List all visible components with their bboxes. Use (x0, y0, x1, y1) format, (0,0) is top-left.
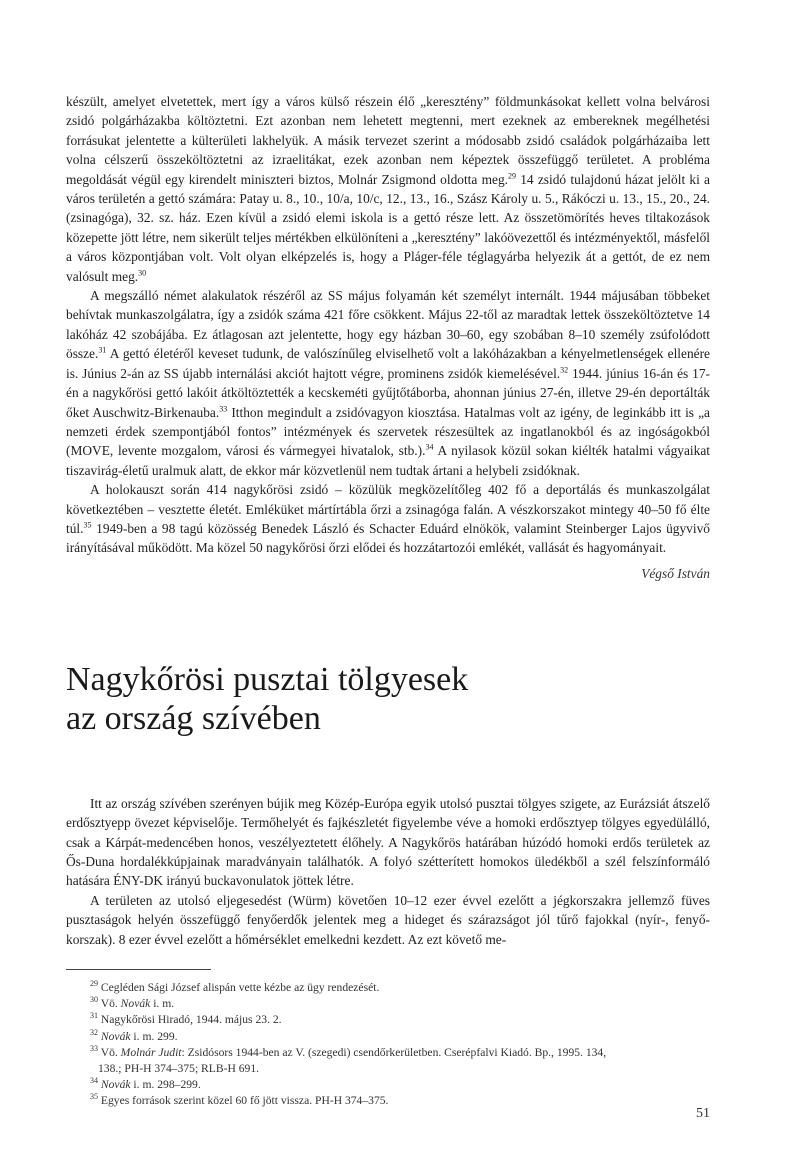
footnote (90, 1012, 710, 1028)
footnote-ref[interactable]: 30 (138, 268, 147, 278)
footnote (90, 980, 710, 996)
footnote-text: Vö. (100, 997, 121, 1011)
footnote-ref[interactable]: 32 (560, 365, 569, 375)
paragraph-4: Itt az ország szívében szerényen bújik meg Közép-Európa egyik utolsó pusztai tölgyes szigete, az Eurázsiát átszelő erdősztyepp övezet képviselője. Termőhelyét és fajkészletét figyelembe véve a homoki erdősztyep tölgyes egyedülálló, csak a Kárpát-medencében honos, veszélyeztetett élőhely. A Nagykőrös határában húzódó homoki erdős területek az Ős-Duna hordalékkúpjainak maradványain találhatók. A folyó szétterített homokos üledékből a szél felszínformáló hatására ÉNY-DK irányú buckavonulatok jöttek létre. (66, 795, 710, 889)
footnote (90, 1045, 710, 1077)
text-run: 1944. június 16-án és 17-én a nagykőrösi gettó lakóit átköltöztették a kecskeméti gyűjtőtáborba, ahonnan június 27-én, illetve 29-én deportálták őket Auschwitz-Birkenauba. (66, 365, 710, 420)
text-run: A nyilasok közül sokan kiélték hatalmi vágyaikat tiszavirág-életű uralmuk alatt, de ekkor már közvetlenül nem tudtak ártani a helybeli zsidóknak. (66, 443, 710, 478)
paragraph-3 (66, 480, 710, 558)
footnote-text: i. m. (150, 997, 175, 1011)
footnote-author: Molnár Judit (120, 1045, 182, 1059)
footnote-text: : Zsidósors 1944-ben az V. (szegedi) csendőrkerületben. Cserépfalvi Kiadó. Bp., 1995. 134, (181, 1045, 607, 1059)
footnote-number: 30 (90, 995, 98, 1005)
footnote (90, 1029, 710, 1045)
footnote-number: 29 (90, 979, 98, 989)
footnote-ref[interactable]: 35 (83, 520, 92, 530)
paragraph-5: A területen az utolsó eljegesedést (Würm) követően 10–12 ezer évvel ezelőtt a jégkorszakra jellemző füves pusztaságok helyén összefüggő fenyőerdők jelentek meg a hideget és szárazságot jól tűrő fajokkal (nyír-, fenyő-korszak). 8 ezer évvel ezelőtt a hőmérséklet emelkedni kezdett. Az ezt követő me- (66, 892, 710, 947)
footnote-author: Novák (100, 1029, 131, 1043)
page-number: 51 (696, 1106, 710, 1121)
footnote-number: 31 (90, 1011, 98, 1021)
heading-line-2: az ország szívében (66, 699, 321, 737)
footnote-text: Egyes források szerint közel 60 fő jött vissza. PH-H 374–375. (100, 1094, 389, 1108)
heading-line-1: Nagykőrösi pusztai tölgyesek (66, 660, 469, 698)
footnote-ref[interactable]: 34 (425, 442, 434, 452)
text-run: A gettó életéről keveset tudunk, de valószínűleg elviselhető volt a lakóházakban a kényelmetlenségek ellenére is. Június 2-án az SS újabb internálási akciót hajtott végre, prominens zsidók kiemelésével. (66, 346, 710, 381)
footnote-number: 33 (90, 1043, 98, 1053)
footnote-text: i. m. 299. (130, 1029, 178, 1043)
footnote-text: Vö. (100, 1045, 121, 1059)
text-run: Itthon megindult a zsidóvagyon kiosztása. Hatalmas volt az igény, de leginkább itt is „a nemzeti érdek szempontjából fontos” intézmények és szervetek részesültek az ingatlanokból és az ingóságokból (MOVE, levente mozgalom, városi és vármegyei hivatalok, stb.). (66, 404, 711, 459)
footnote-author: Novák (100, 1078, 131, 1092)
footnote-text: Cegléden Sági József alispán vette kézbe az ügy rendezését. (100, 981, 380, 994)
footnote-number: 35 (90, 1092, 98, 1102)
footnote-author: Novák (120, 997, 151, 1011)
page-content (66, 92, 710, 1110)
footnote-divider (66, 969, 211, 970)
footnote-number: 32 (90, 1027, 98, 1037)
footnote-ref[interactable]: 31 (98, 345, 107, 355)
text-run: A holokauszt során 414 nagykőrösi zsidó – közülük megközelítőleg 402 fő a deportálás és munkaszolgálat következtében – vesztette életét. Emléküket mártírtábla őrzi a zsinagóga falán. A vészkorszakot mintegy 40–50 fő élte túl. (66, 482, 710, 536)
footnote-number: 34 (90, 1076, 98, 1086)
footnote-ref[interactable]: 33 (219, 404, 228, 414)
text-run: készült, amelyet elvetettek, mert így a város külső részein élő „keresztény” földmunkásokat kellett volna belvárosi zsidó polgárházakba költöztetni. Ezt azonban nem lehetett megtenni, mert ezeknek az embereknek megélhetési forrásukat jelentette a külterületi lakhelyük. A másik tervezet szerint a módosabb zsidó családok polgárházaiba lett volna célszerű összeköltöztetni az izraelitákat, ezek azonban nem képeztek összefüggő területet. A probléma megoldását végül egy kirendelt miniszteri biztos, Molnár Zsigmond oldotta meg. (66, 94, 710, 187)
text-run: A megszálló német alakulatok részéről az SS május folyamán két személyt internált. 1944 májusában többeket behívtak munkaszolgálatra, így a zsidók száma 421 főre csökkent. Május 22-től az maradtak lettek összeköltöztetve 14 lakóház 42 szobájába. Ez átlagosan azt jelentette, hogy egy házban 30–60, egy szobában 8–10 személy zsúfolódott össze. (66, 288, 710, 362)
section-heading (66, 660, 710, 738)
footnote-text-continued: 138.; PH-H 374–375; RLB-H 691. (98, 1062, 260, 1076)
paragraph-1 (66, 92, 710, 286)
footnote-text: i. m. 298–299. (130, 1078, 201, 1092)
footnote (90, 1093, 710, 1109)
footnote-text: Nagykőrösi Hiradó, 1944. május 23. 2. (100, 1013, 282, 1027)
footnotes (66, 980, 710, 1110)
text-run: 1949-ben a 98 tagú közösség Benedek László és Schacter Eduárd elnökök, valamint Steinberger Lajos ügyvivő irányításával működött. Ma közel 50 nagykőrösi őrzi elődei és hozzátartozói emlékét, vallását és hagyományait. (66, 520, 710, 556)
footnote-ref[interactable]: 29 (507, 171, 516, 181)
text-run: 14 zsidó tulajdonú házat jelölt ki a város területén a gettó számára: Patay u. 8., 10., 10/a, 10/c, 12., 13., 16., Szász Károly u. 5., Rákóczi u. 13., 15., 20., 24. (zsinagóga), 32. sz. ház. Ezen kívül a zsidó elemi iskola is a gettó része lett. Az összetömörítés heves tiltakozások közepette jött létre, nem sikerült teljes mértékben elkülöníteni a „keresztény” lakóövezettől és intézményektől, másfelől a város központjában volt. Volt olyan elképzelés is, hogy a Pláger-féle téglagyárba helyezik át a gettót, de ez nem valósult meg. (66, 171, 710, 284)
footnote (90, 996, 710, 1012)
footnote (90, 1077, 710, 1093)
paragraph-2 (66, 286, 710, 480)
author-signature: Végső István (641, 565, 710, 581)
